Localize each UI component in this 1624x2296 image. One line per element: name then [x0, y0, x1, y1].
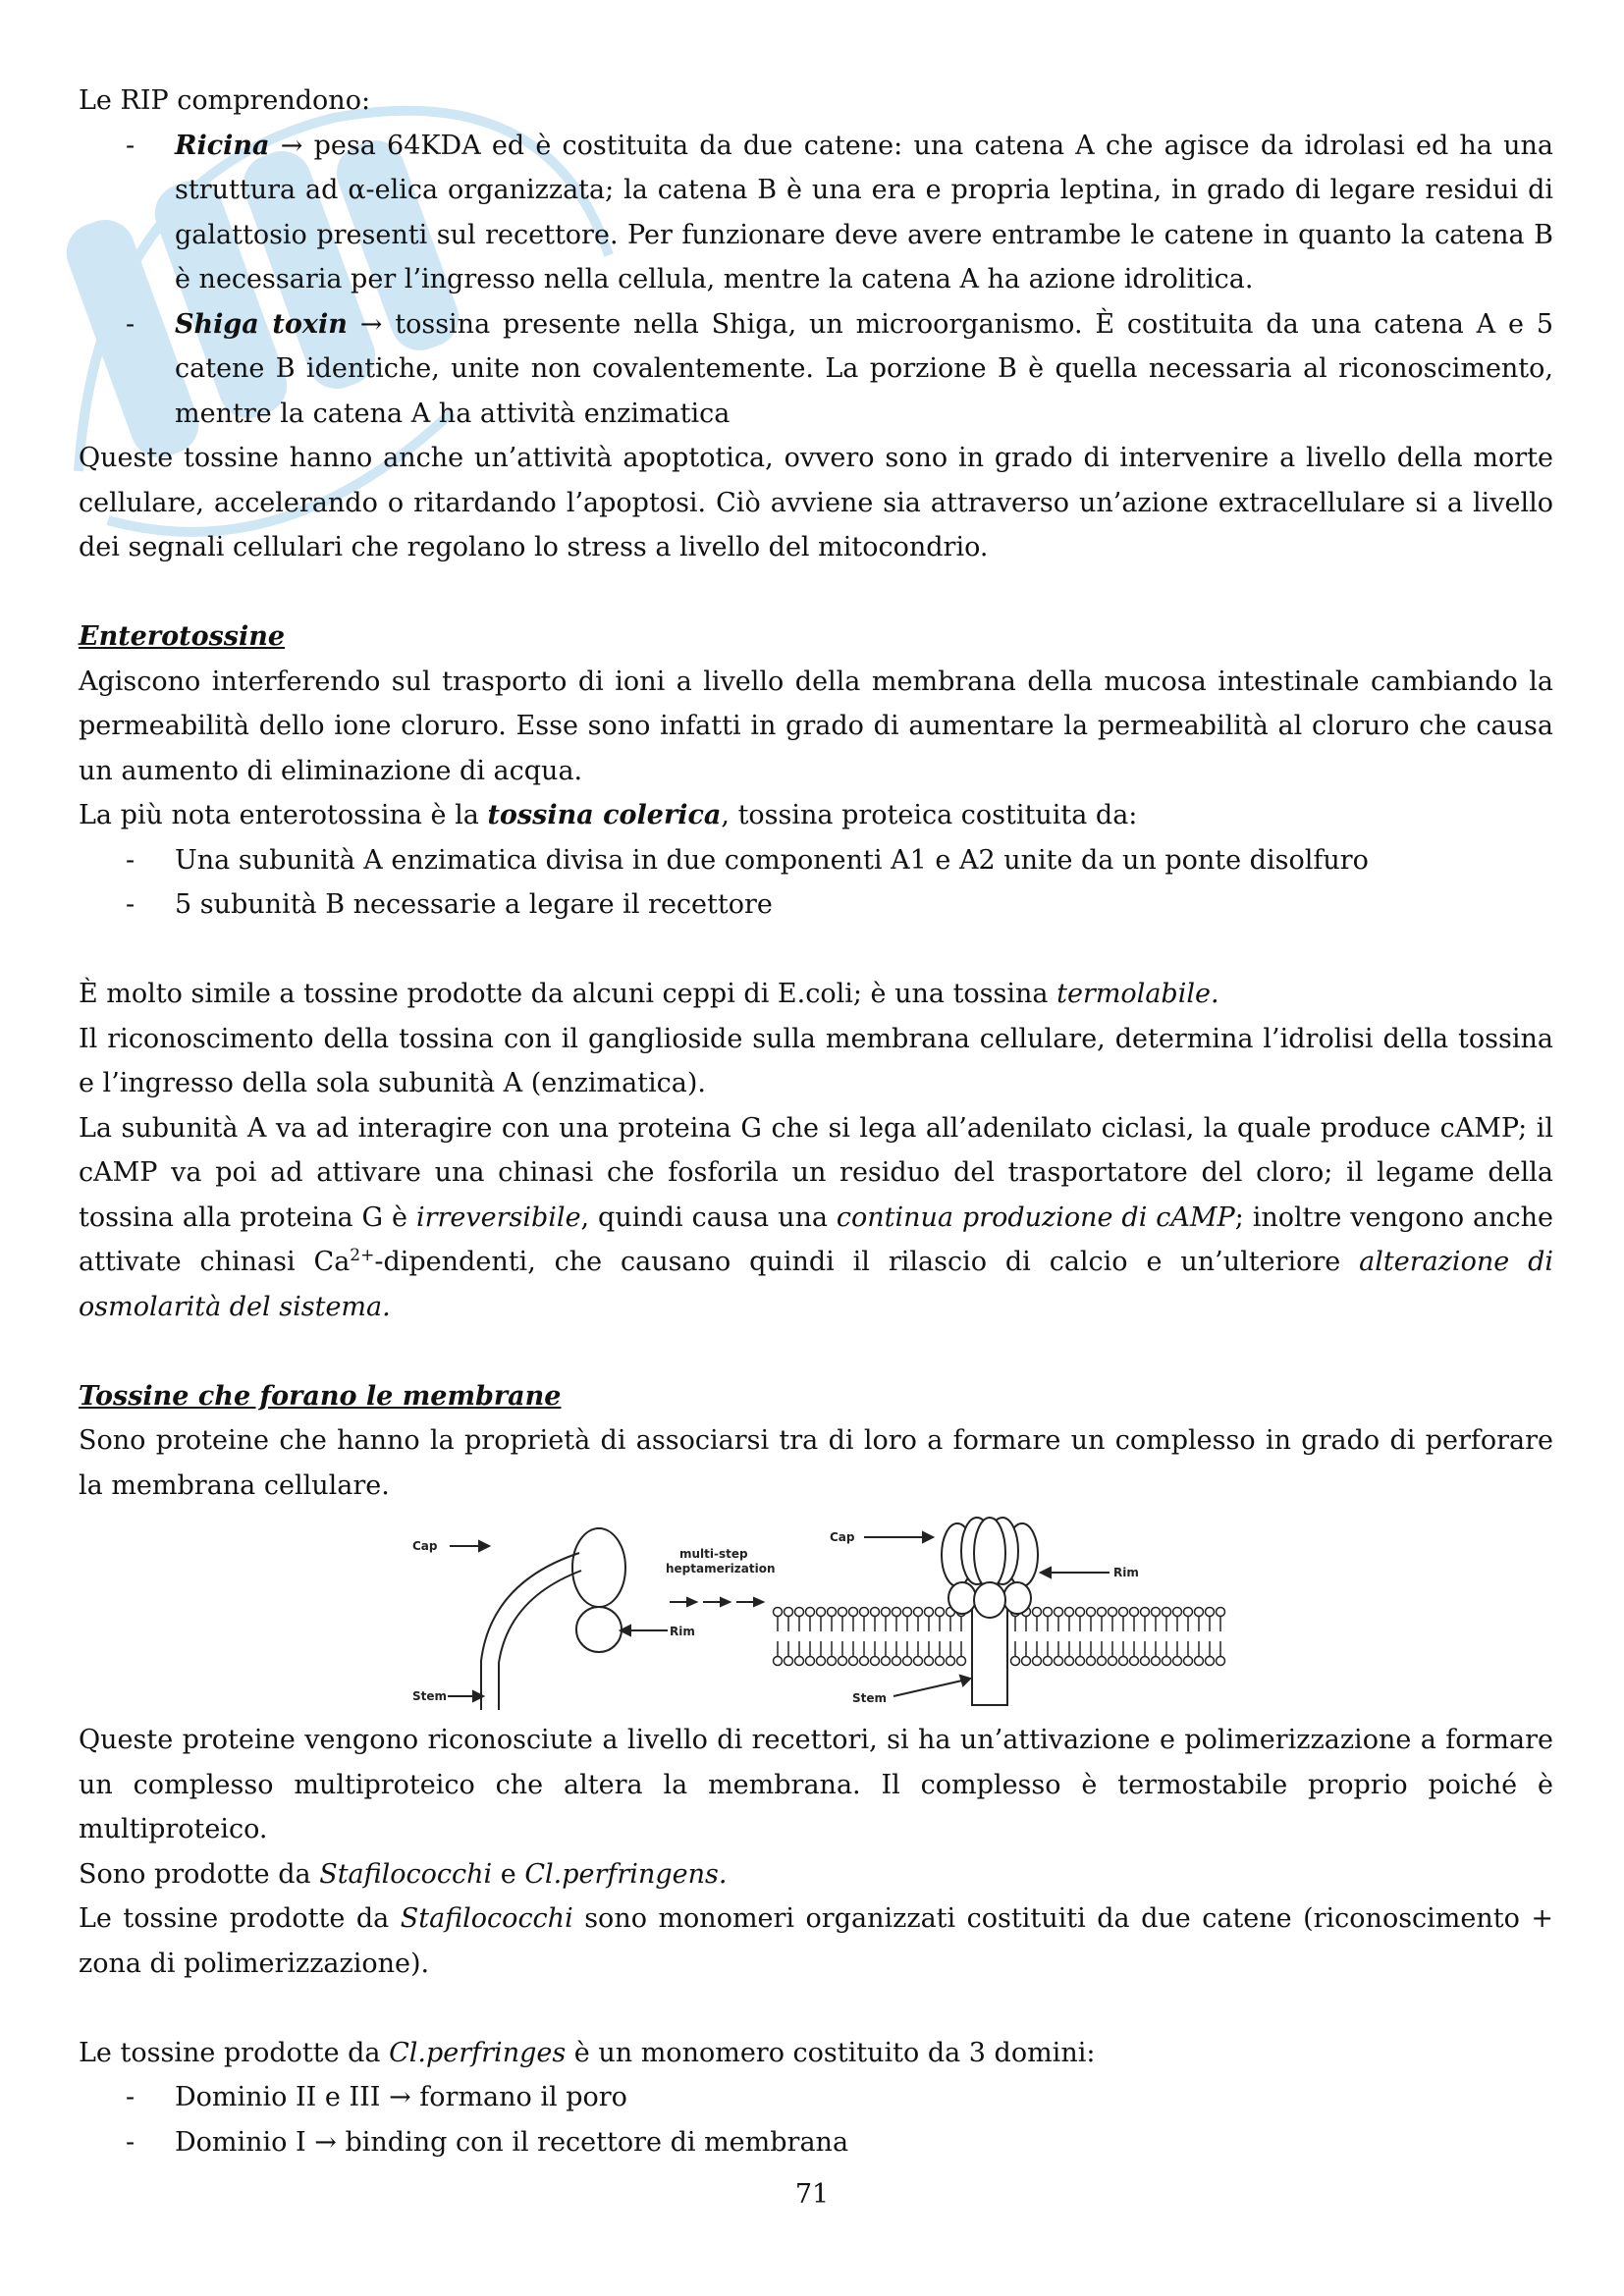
- text-run: , quindi causa una: [580, 1201, 837, 1233]
- enterotoxin-paragraph-1: Agiscono interferendo sul trasporto di ioni a livello della membrana della mucosa intestinale cambiando la permeabilità dello ione cloruro. Esse sono infatti in grado di aumentare la permeabilità al cloruro che causa un aumento di eliminazione di acqua.: [79, 666, 1553, 786]
- figure-heptamerization: [79, 1514, 1553, 1718]
- enterotoxin-paragraph-2: [79, 793, 1553, 838]
- text-run: Le tossine prodotte da: [79, 2037, 390, 2068]
- list-item-text: Una subunità A enzimatica divisa in due componenti A1 e A2 unite da un ponte disolfuro: [175, 844, 1369, 876]
- arrow-glyph: →: [359, 308, 383, 340]
- list-item-text: 5 subunità B necessarie a legare il recettore: [175, 889, 773, 920]
- term-cl-perfringes: Cl.perfringes: [389, 2037, 567, 2068]
- rip-term: Ricina: [175, 130, 270, 161]
- monomer-shape: [481, 1528, 625, 1710]
- bullet-dash: -: [126, 130, 135, 161]
- domain-label: Dominio II e III: [175, 2082, 381, 2112]
- arrow-glyph: →: [280, 130, 303, 161]
- term-alterazione-osmolarita: alterazione di osmolarità del sistema.: [79, 1247, 1554, 1322]
- label-cap-right: Cap: [830, 1530, 855, 1544]
- enterotoxin-paragraph-4: Il riconoscimento della tossina con il ganglioside sulla membrana cellulare, determina l’idrolisi della tossina e l’ingresso della sola subunità A (enzimatica).: [79, 1023, 1553, 1098]
- text-run: Sono prodotte da: [79, 1858, 320, 1890]
- text-run: è un monomero costituito da 3 domini:: [566, 2037, 1096, 2068]
- pore-paragraph-5: [79, 2031, 1553, 2076]
- pore-paragraph-1: Sono proteine che hanno la proprietà di associarsi tra di loro a formare un complesso in grado di perforare la membrana cellulare.: [79, 1425, 1553, 1501]
- step-arrows: [670, 1598, 763, 1606]
- text-run: e: [492, 1858, 525, 1890]
- label-cap-left: Cap: [412, 1539, 438, 1553]
- domain-label: Dominio I: [175, 2126, 306, 2158]
- label-rim-right: Rim: [1113, 1566, 1139, 1579]
- text-run: Le tossine prodotte da: [79, 1903, 401, 1934]
- section-heading-tossine-forano: Tossine che forano le membrane: [79, 1380, 562, 1412]
- text-run: È molto simile a tossine prodotte da alcuni ceppi di E.coli; è una tossina: [79, 979, 1057, 1009]
- cholera-item-1: [79, 838, 1553, 883]
- page-number: 71: [794, 2179, 830, 2210]
- text-run: , tossina proteica costituita da:: [721, 800, 1138, 830]
- term-cl-perfringens: Cl.perfringens.: [524, 1858, 728, 1890]
- spacer: [79, 1986, 1553, 2031]
- pore-paragraph-4: [79, 1896, 1553, 1986]
- domain-item-2: [79, 2120, 1553, 2165]
- heptamer-complex: [942, 1518, 1038, 1705]
- label-multi-step: multi-step: [679, 1547, 748, 1561]
- bullet-dash: -: [126, 889, 135, 920]
- arrow-glyph: →: [314, 2126, 337, 2158]
- term-stafilococchi: Stafilococchi: [400, 1903, 573, 1934]
- rip-term: Shiga toxin: [175, 308, 348, 340]
- document-page: [79, 79, 1553, 2164]
- text-run: -dipendenti, che causano quindi il rilascio di calcio e un’ulteriore: [374, 1247, 1360, 1277]
- domain-text: formano il poro: [419, 2082, 627, 2112]
- label-stem-left: Stem: [412, 1689, 448, 1703]
- term-continua-produzione: continua produzione di cAMP: [836, 1201, 1235, 1233]
- bullet-dash: -: [126, 2082, 135, 2112]
- text-run: ; inoltre vengono anche attivate chinasi Ca: [79, 1201, 1553, 1277]
- bullet-dash: -: [126, 844, 135, 876]
- pore-paragraph-2: Queste proteine vengono riconosciute a livello di recettori, si ha un’attivazione e polimerizzazione a formare un complesso multiproteico che altera la membrana. Il complesso è termostabile proprio poiché è multiproteico.: [79, 1725, 1553, 1844]
- rip-item-shiga: [79, 302, 1553, 437]
- term-termolabile: termolabile.: [1056, 979, 1219, 1009]
- spacer: [79, 570, 1553, 615]
- bullet-dash: -: [126, 2126, 135, 2158]
- label-heptamerization: heptamerization: [666, 1562, 776, 1575]
- spacer: [79, 928, 1553, 973]
- intro-line: Le RIP comprendono:: [79, 85, 371, 116]
- section-heading-enterotossine: Enterotossine: [79, 621, 286, 652]
- pore-paragraph-3: [79, 1852, 1553, 1897]
- bullet-dash: -: [126, 308, 135, 340]
- arrow-glyph: →: [389, 2082, 411, 2112]
- label-rim-left: Rim: [670, 1625, 695, 1638]
- label-stem-right: Stem: [852, 1691, 888, 1705]
- rip-item-ricina: [79, 124, 1553, 302]
- text-run: sono monomeri organizzati costituiti da due catene (riconoscimento + zona di polimerizzazione).: [79, 1903, 1553, 1979]
- rip-text: tossina presente nella Shiga, un microorganismo. È costituita da una catena A e 5 catene B identiche, unite non covalentemente. La porzione B è quella necessaria al riconoscimento, mentre la catena A ha attività enzimatica: [175, 308, 1553, 429]
- enterotoxin-paragraph-3: [79, 972, 1553, 1017]
- rip-text: pesa 64KDA ed è costituita da due catene: una catena A che agisce da idrolasi ed ha una struttura ad α-elica organizzata; la catena B è una era e propria leptina, in grado di legare residui di galattosio presenti sul recettore. Per funzionare deve avere entrambe le catene in quanto la catena B è necessaria per l’ingresso nella cellula, mentre la catena A ha azione idrolitica.: [175, 130, 1553, 294]
- text-run: La subunità A va ad interagire con una proteina G che si lega all’adenilato ciclasi, la quale produce cAMP; il cAMP va poi ad attivare una chinasi che fosforila un residuo del trasportatore del cloro; il legame della tossina alla proteina G è: [79, 1112, 1553, 1233]
- term-tossina-colerica: tossina colerica: [487, 800, 722, 830]
- domain-item-1: [79, 2075, 1553, 2120]
- term-stafilococchi: Stafilococchi: [319, 1858, 493, 1890]
- term-irreversibile: irreversibile: [415, 1201, 581, 1233]
- spacer: [79, 1329, 1553, 1374]
- cholera-item-2: [79, 882, 1553, 928]
- heptamerization-diagram: [412, 1514, 1227, 1710]
- text-run: La più nota enterotossina è la: [79, 800, 488, 830]
- apoptosis-paragraph: Queste tossine hanno anche un’attività apoptotica, ovvero sono in grado di intervenire a livello della morte cellulare, accelerando o ritardando l’apoptosi. Ciò avviene sia attraverso un’azione extracellulare si a livello dei segnali cellulari che regolano lo stress a livello del mitocondrio.: [79, 443, 1553, 562]
- superscript: 2+: [350, 1246, 375, 1265]
- enterotoxin-paragraph-5: [79, 1106, 1553, 1330]
- domain-text: binding con il recettore di membrana: [345, 2126, 849, 2158]
